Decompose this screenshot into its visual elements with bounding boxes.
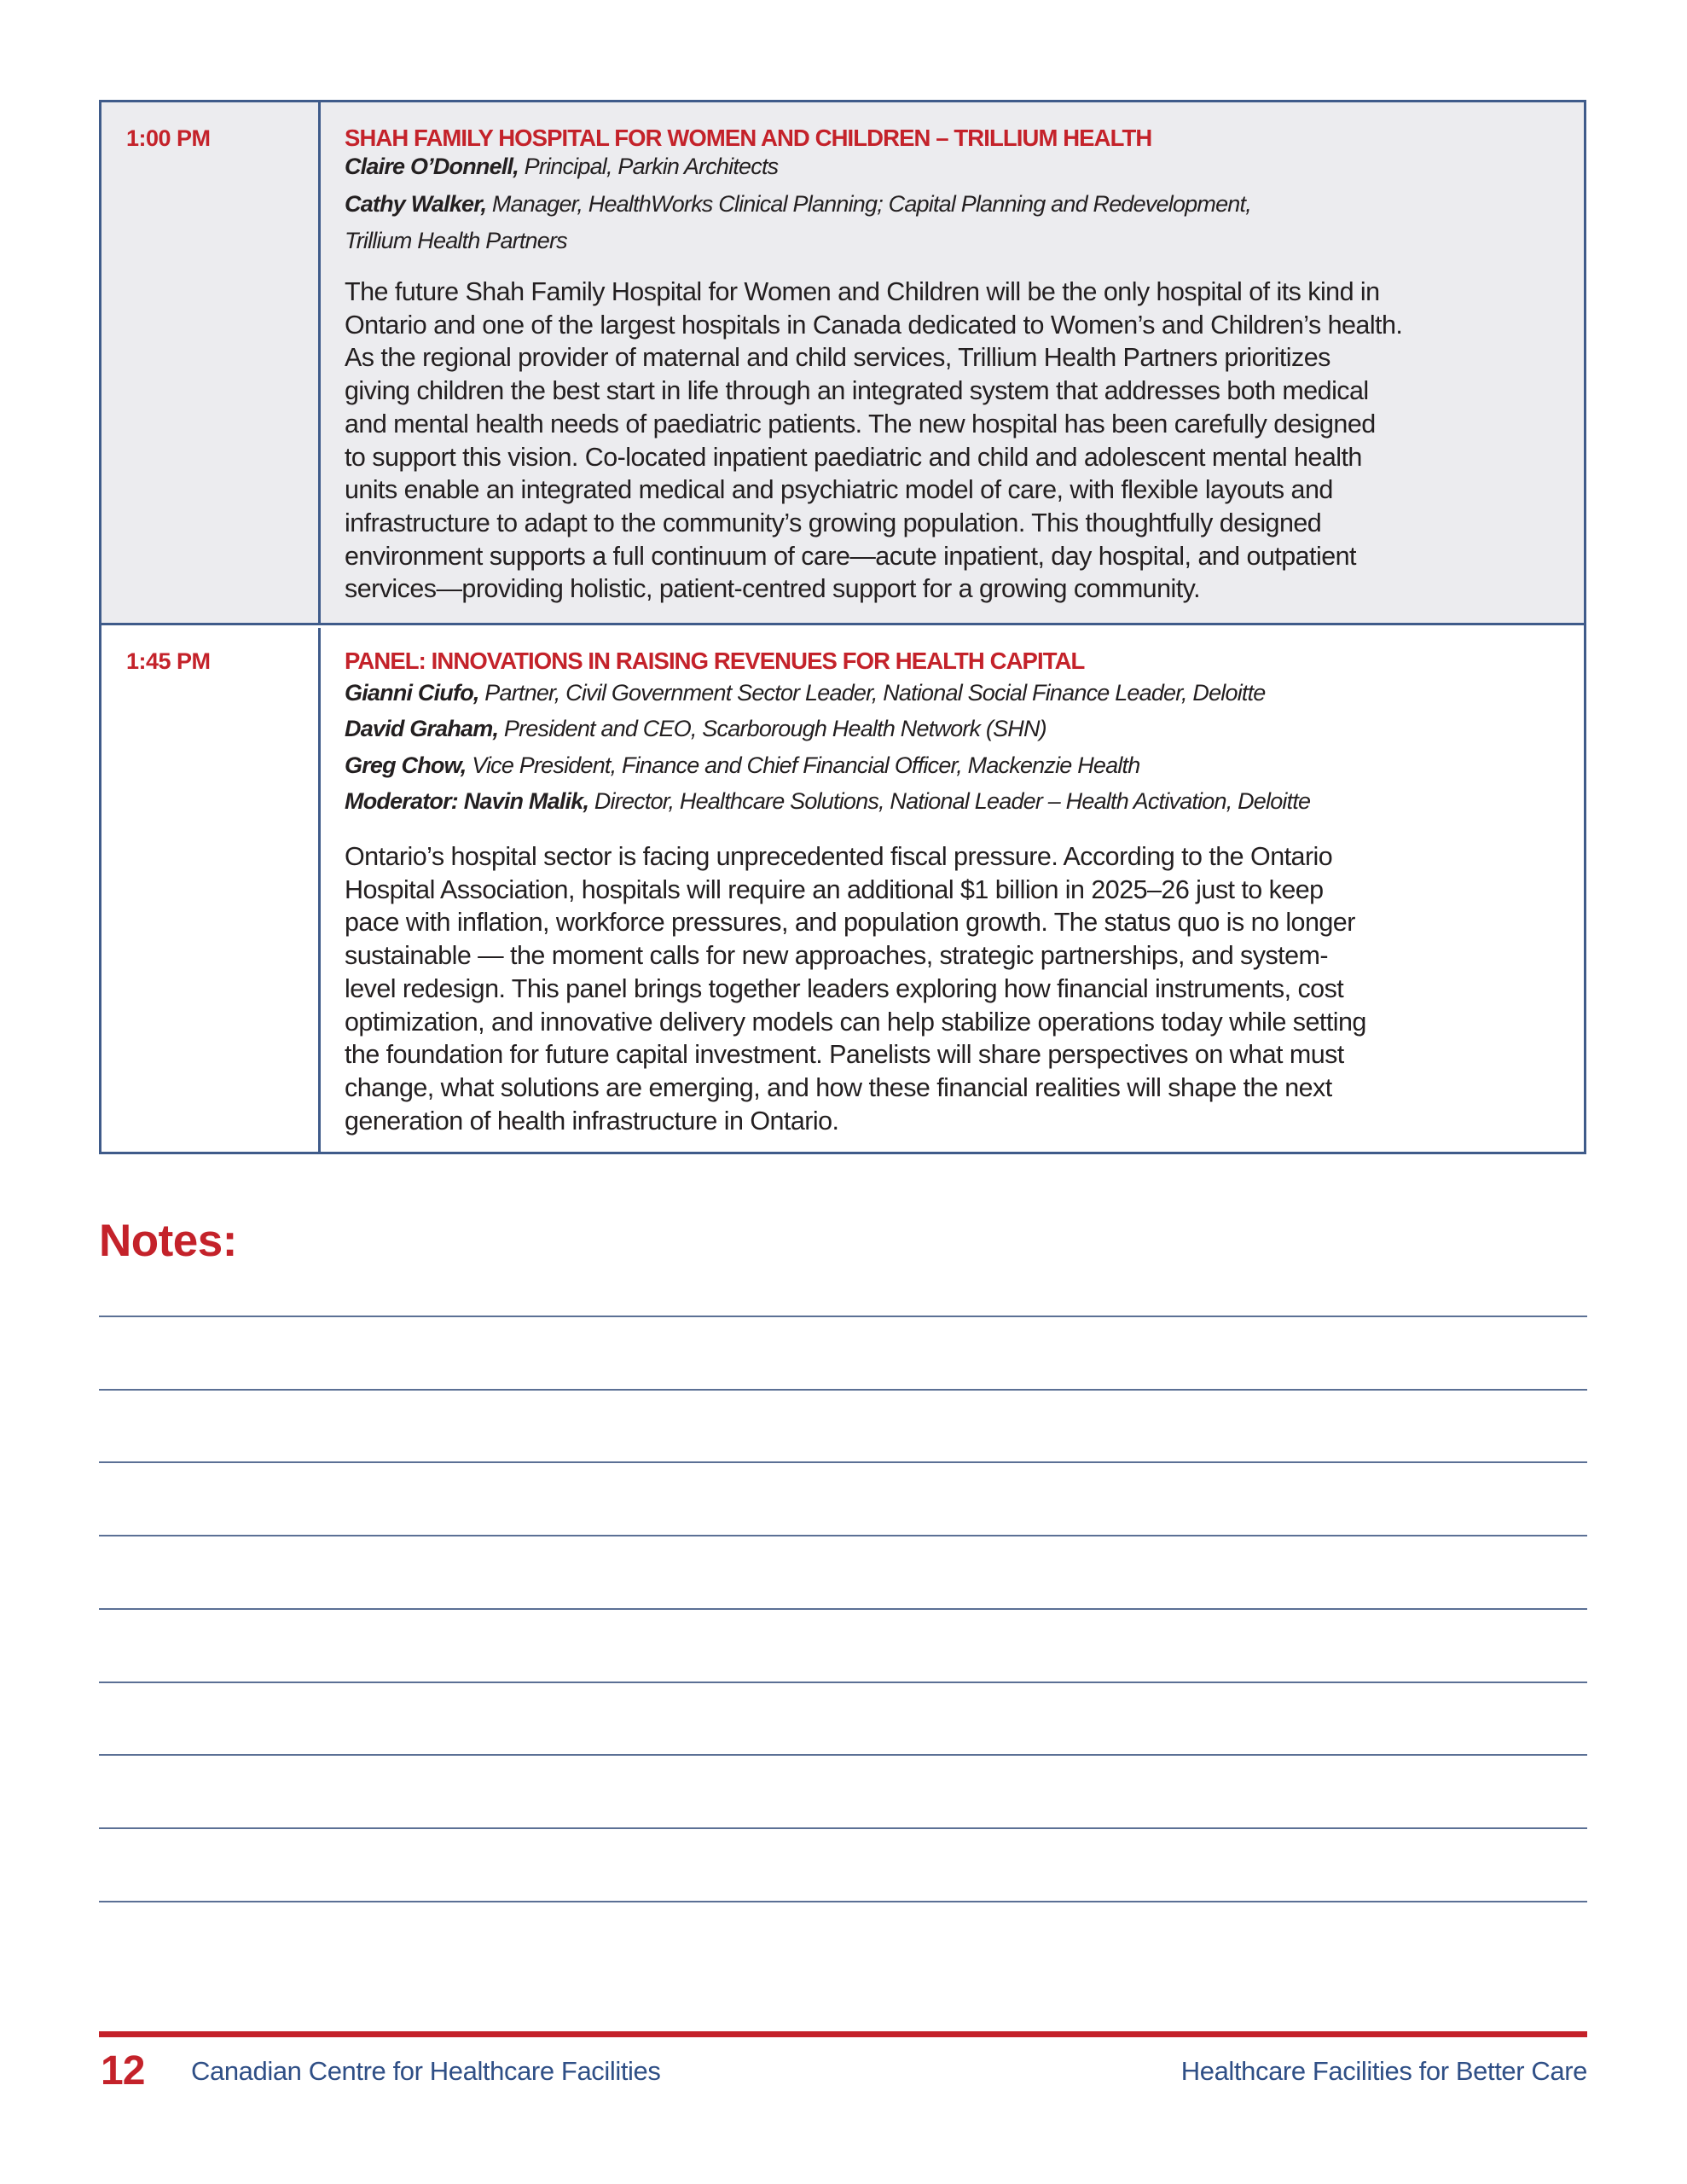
description-line: infrastructure to adapt to the community’s growing population. This thoughtfully designed	[345, 508, 1322, 537]
description-line: As the regional provider of maternal and child services, Trillium Health Partners prioritizes	[345, 343, 1330, 373]
speaker-line	[345, 680, 1266, 706]
speaker-line	[345, 716, 1046, 742]
speaker-name: Gianni Ciufo,	[345, 680, 479, 706]
footer-organization: Canadian Centre for Healthcare Facilities	[191, 2056, 661, 2086]
note-writing-line	[99, 1389, 1587, 1391]
speaker-role: Partner, Civil Government Sector Leader, National Social Finance Leader, Deloitte	[478, 680, 1266, 706]
note-writing-line	[99, 1316, 1587, 1317]
note-writing-line	[99, 1461, 1587, 1463]
description-line: Hospital Association, hospitals will require an additional $1 billion in 2025–26 just to keep	[345, 874, 1324, 904]
footer-rule	[99, 2031, 1587, 2037]
speaker-name: Cathy Walker,	[345, 191, 487, 217]
speaker-line	[345, 788, 1310, 815]
speaker-role: Manager, HealthWorks Clinical Planning; Capital Planning and Redevelopment,	[486, 191, 1251, 217]
description-line: optimization, and innovative delivery models can help stabilize operations today while setting	[345, 1007, 1366, 1037]
session-time: 1:00 PM	[126, 125, 211, 151]
description-line: giving children the best start in life through an integrated system that addresses both medical	[345, 376, 1369, 406]
description-line: sustainable — the moment calls for new approaches, strategic partnerships, and system-	[345, 941, 1328, 971]
description-line: generation of health infrastructure in Ontario.	[345, 1106, 839, 1136]
page-number: 12	[101, 2048, 145, 2094]
speaker-line	[345, 228, 567, 254]
speaker-role: Trillium Health Partners	[345, 228, 567, 253]
note-writing-line	[99, 1754, 1587, 1756]
speaker-name: Claire O’Donnell,	[345, 154, 519, 179]
speaker-name: Greg Chow,	[345, 752, 467, 778]
note-writing-line	[99, 1535, 1587, 1536]
session-title: SHAH FAMILY HOSPITAL FOR WOMEN AND CHILDREN – TRILLIUM HEALTH	[345, 125, 1152, 151]
description-line: change, what solutions are emerging, and how these financial realities will shape the next	[345, 1072, 1332, 1102]
description-line: pace with inflation, workforce pressures, and population growth. The status quo is no longer	[345, 908, 1355, 938]
column-divider	[318, 628, 321, 1152]
session-time: 1:45 PM	[126, 648, 211, 674]
column-divider	[318, 102, 321, 623]
description-line: level redesign. This panel brings together leaders exploring how financial instruments, cost	[345, 973, 1344, 1003]
agenda-row	[101, 102, 1584, 625]
description-line: units enable an integrated medical and psychiatric model of care, with flexible layouts and	[345, 475, 1333, 505]
agenda-row	[101, 628, 1584, 1152]
note-writing-line	[99, 1827, 1587, 1829]
speaker-name: Moderator: Navin Malik,	[345, 788, 589, 814]
note-writing-line	[99, 1901, 1587, 1902]
speaker-line	[345, 154, 778, 180]
speaker-line	[345, 191, 1251, 218]
description-line: to support this vision. Co-located inpatient paediatric and child and adolescent mental health	[345, 442, 1362, 472]
note-writing-line	[99, 1608, 1587, 1610]
description-line: services—providing holistic, patient-centred support for a growing community.	[345, 574, 1201, 604]
speaker-line	[345, 752, 1139, 779]
speaker-role: Principal, Parkin Architects	[518, 154, 779, 179]
speaker-name: David Graham,	[345, 716, 499, 741]
agenda-table	[99, 100, 1586, 1154]
speaker-role: Director, Healthcare Solutions, National Leader – Health Activation, Deloitte	[588, 788, 1311, 814]
speaker-role: Vice President, Finance and Chief Financial Officer, Mackenzie Health	[466, 752, 1140, 778]
description-line: the foundation for future capital investment. Panelists will share perspectives on what must	[345, 1040, 1344, 1070]
description-line: Ontario and one of the largest hospitals in Canada dedicated to Women’s and Children’s health.	[345, 310, 1403, 340]
description-line: The future Shah Family Hospital for Women and Children will be the only hospital of its kind in	[345, 277, 1380, 306]
description-line: environment supports a full continuum of care—acute inpatient, day hospital, and outpatient	[345, 541, 1356, 571]
notes-heading: Notes:	[99, 1216, 237, 1266]
session-title: PANEL: INNOVATIONS IN RAISING REVENUES FOR HEALTH CAPITAL	[345, 648, 1085, 674]
footer-tagline: Healthcare Facilities for Better Care	[1180, 2056, 1587, 2086]
note-writing-line	[99, 1682, 1587, 1683]
speaker-role: President and CEO, Scarborough Health Network (SHN)	[498, 716, 1046, 741]
description-line: and mental health needs of paediatric patients. The new hospital has been carefully designed	[345, 409, 1376, 439]
description-line: Ontario’s hospital sector is facing unprecedented fiscal pressure. According to the Ontario	[345, 842, 1333, 871]
